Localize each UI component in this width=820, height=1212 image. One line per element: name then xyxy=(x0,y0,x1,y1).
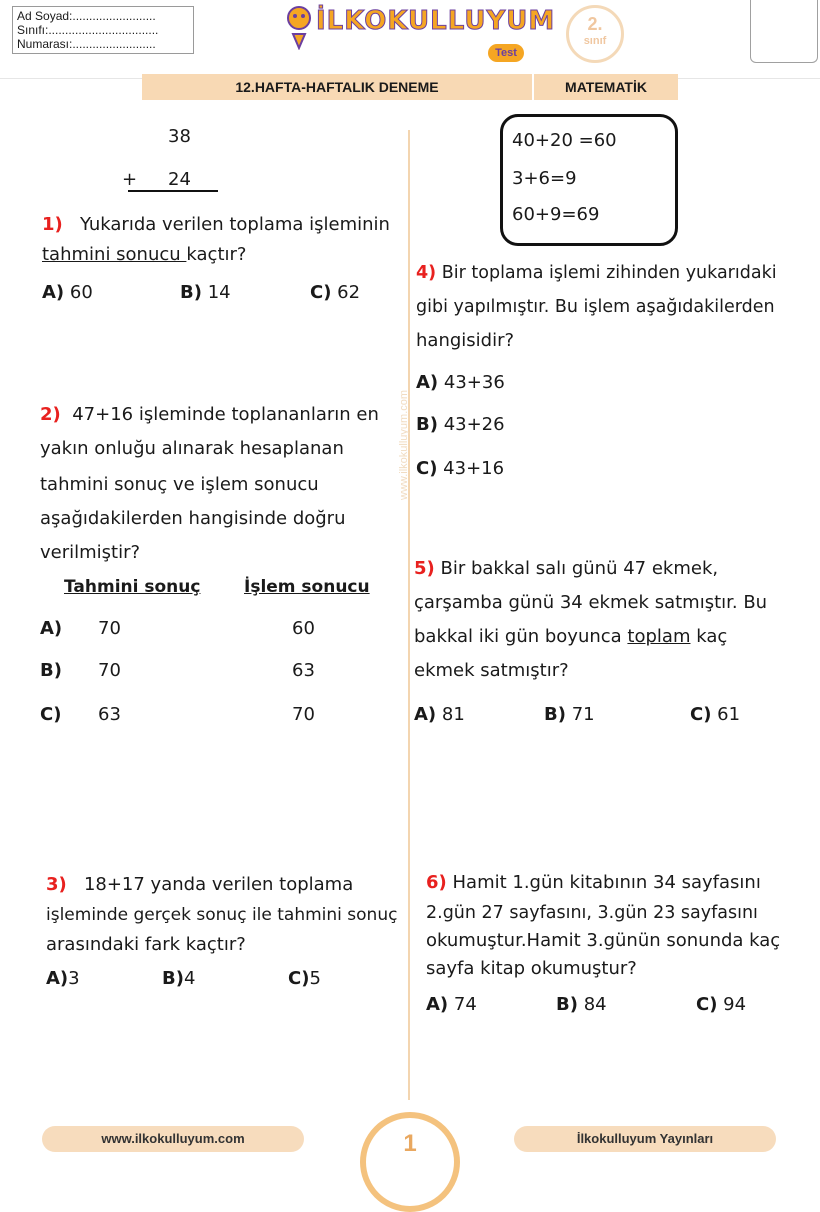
student-info-box xyxy=(12,6,194,54)
q2-line-4: aşağıdakilerden hangisinde doğru xyxy=(40,508,346,529)
q3-option-a[interactable]: A)3 xyxy=(46,968,80,989)
test-badge: Test xyxy=(488,44,524,62)
q2-option-b-result: 63 xyxy=(292,660,315,681)
q4-option-a[interactable]: A) 43+36 xyxy=(416,372,505,393)
q4-step-2: 3+6=9 xyxy=(512,168,577,189)
q5-line-1: 5) Bir bakkal salı günü 47 ekmek, xyxy=(414,558,719,579)
q2-line-5: verilmiştir? xyxy=(40,542,141,563)
score-box xyxy=(750,0,818,63)
q2-col-result: İşlem sonucu xyxy=(244,577,370,597)
q5-line-3: bakkal iki gün boyunca toplam kaç xyxy=(414,626,728,647)
class-line: Sınıfı:................................. xyxy=(17,23,159,37)
q1-option-c[interactable]: C) 62 xyxy=(310,282,361,303)
q1-line-1: 1) Yukarıda verilen toplama işleminin xyxy=(42,214,390,235)
q2-option-a-result: 60 xyxy=(292,618,315,639)
footer-website: www.ilkokulluyum.com xyxy=(42,1126,304,1152)
q1-plus-sign: + xyxy=(122,169,138,190)
q2-option-c-estimate: 63 xyxy=(98,704,121,725)
q4-step-1: 40+20 =60 xyxy=(512,130,617,151)
grade-badge xyxy=(566,5,624,63)
watermark: www.ilkokulluyum.com xyxy=(398,389,410,500)
q6-option-c[interactable]: C) 94 xyxy=(696,994,747,1015)
page-number: 1 xyxy=(403,1130,417,1157)
q4-step-3: 60+9=69 xyxy=(512,204,600,225)
q6-number: 6) xyxy=(426,872,447,893)
q5-line-4: ekmek satmıştır? xyxy=(414,660,569,681)
q3-line-3: arasındaki fark kaçtır? xyxy=(46,934,246,955)
q1-sum-line xyxy=(128,190,218,192)
q2-option-b-label[interactable]: B) xyxy=(40,660,62,681)
q2-option-c-result: 70 xyxy=(292,704,315,725)
number-line: Numarası:......................... xyxy=(17,37,156,51)
q5-line-2: çarşamba günü 34 ekmek satmıştır. Bu xyxy=(414,592,768,613)
q1-line-2: tahmini sonucu kaçtır? xyxy=(42,244,247,265)
q1-option-b[interactable]: B) 14 xyxy=(180,282,231,303)
q4-option-c[interactable]: C) 43+16 xyxy=(416,458,505,479)
q6-option-a[interactable]: A) 74 xyxy=(426,994,477,1015)
q6-line-3: okumuştur.Hamit 3.günün sonunda kaç xyxy=(426,930,781,951)
q2-line-3: tahmini sonuç ve işlem sonucu xyxy=(40,474,319,495)
q5-option-b[interactable]: B) 71 xyxy=(544,704,595,725)
q4-option-b[interactable]: B) 43+26 xyxy=(416,414,505,435)
column-divider xyxy=(408,130,410,1100)
footer-publisher: İlkokulluyum Yayınları xyxy=(514,1126,776,1152)
q5-option-a[interactable]: A) 81 xyxy=(414,704,465,725)
q3-number: 3) xyxy=(46,874,67,895)
q2-option-a-estimate: 70 xyxy=(98,618,121,639)
grade-number: 2. xyxy=(587,14,603,34)
q6-line-1: 6) Hamit 1.gün kitabının 34 sayfasını xyxy=(426,872,761,893)
name-line: Ad Soyad:......................... xyxy=(17,9,156,23)
subject-title: MATEMATİK xyxy=(565,79,647,95)
q1-addend-1: 38 xyxy=(168,126,191,147)
q4-line-3: hangisidir? xyxy=(416,330,515,351)
q4-line-1: 4) Bir toplama işlemi zihinden yukarıdaki xyxy=(416,263,777,283)
q2-number: 2) xyxy=(40,404,61,425)
q2-line-1: 2) 47+16 işleminde toplananların en xyxy=(40,404,379,425)
q3-line-2: işleminde gerçek sonuç ile tahmini sonuç xyxy=(46,905,398,925)
q2-col-estimate: Tahmini sonuç xyxy=(64,577,201,597)
q6-line-4: sayfa kitap okumuştur? xyxy=(426,958,637,979)
q2-option-a-label[interactable]: A) xyxy=(40,618,63,639)
page-number-circle xyxy=(360,1112,460,1212)
q4-line-2: gibi yapılmıştır. Bu işlem aşağıdakilerden xyxy=(416,297,775,317)
q2-option-c-label[interactable]: C) xyxy=(40,704,62,725)
q5-number: 5) xyxy=(414,558,435,579)
pencil-mascot-icon xyxy=(284,4,314,50)
q6-option-b[interactable]: B) 84 xyxy=(556,994,607,1015)
grade-word: sınıf xyxy=(583,35,607,47)
q2-option-b-estimate: 70 xyxy=(98,660,121,681)
q6-line-2: 2.gün 27 sayfasını, 3.gün 23 sayfasını xyxy=(426,903,758,923)
q4-number: 4) xyxy=(416,263,437,283)
q3-line-1: 3) 18+17 yanda verilen toplama xyxy=(46,874,354,895)
q1-option-a[interactable]: A) 60 xyxy=(42,282,93,303)
week-title: 12.HAFTA-HAFTALIK DENEME xyxy=(142,74,534,100)
q2-line-2: yakın onluğu alınarak hesaplanan xyxy=(40,438,344,459)
q5-option-c[interactable]: C) 61 xyxy=(690,704,741,725)
q1-addend-2: 24 xyxy=(168,169,191,190)
logo: İLKOKULLUYUM xyxy=(316,6,556,36)
q3-option-c[interactable]: C)5 xyxy=(288,968,321,989)
q3-option-b[interactable]: B)4 xyxy=(162,968,196,989)
q1-number: 1) xyxy=(42,214,63,235)
